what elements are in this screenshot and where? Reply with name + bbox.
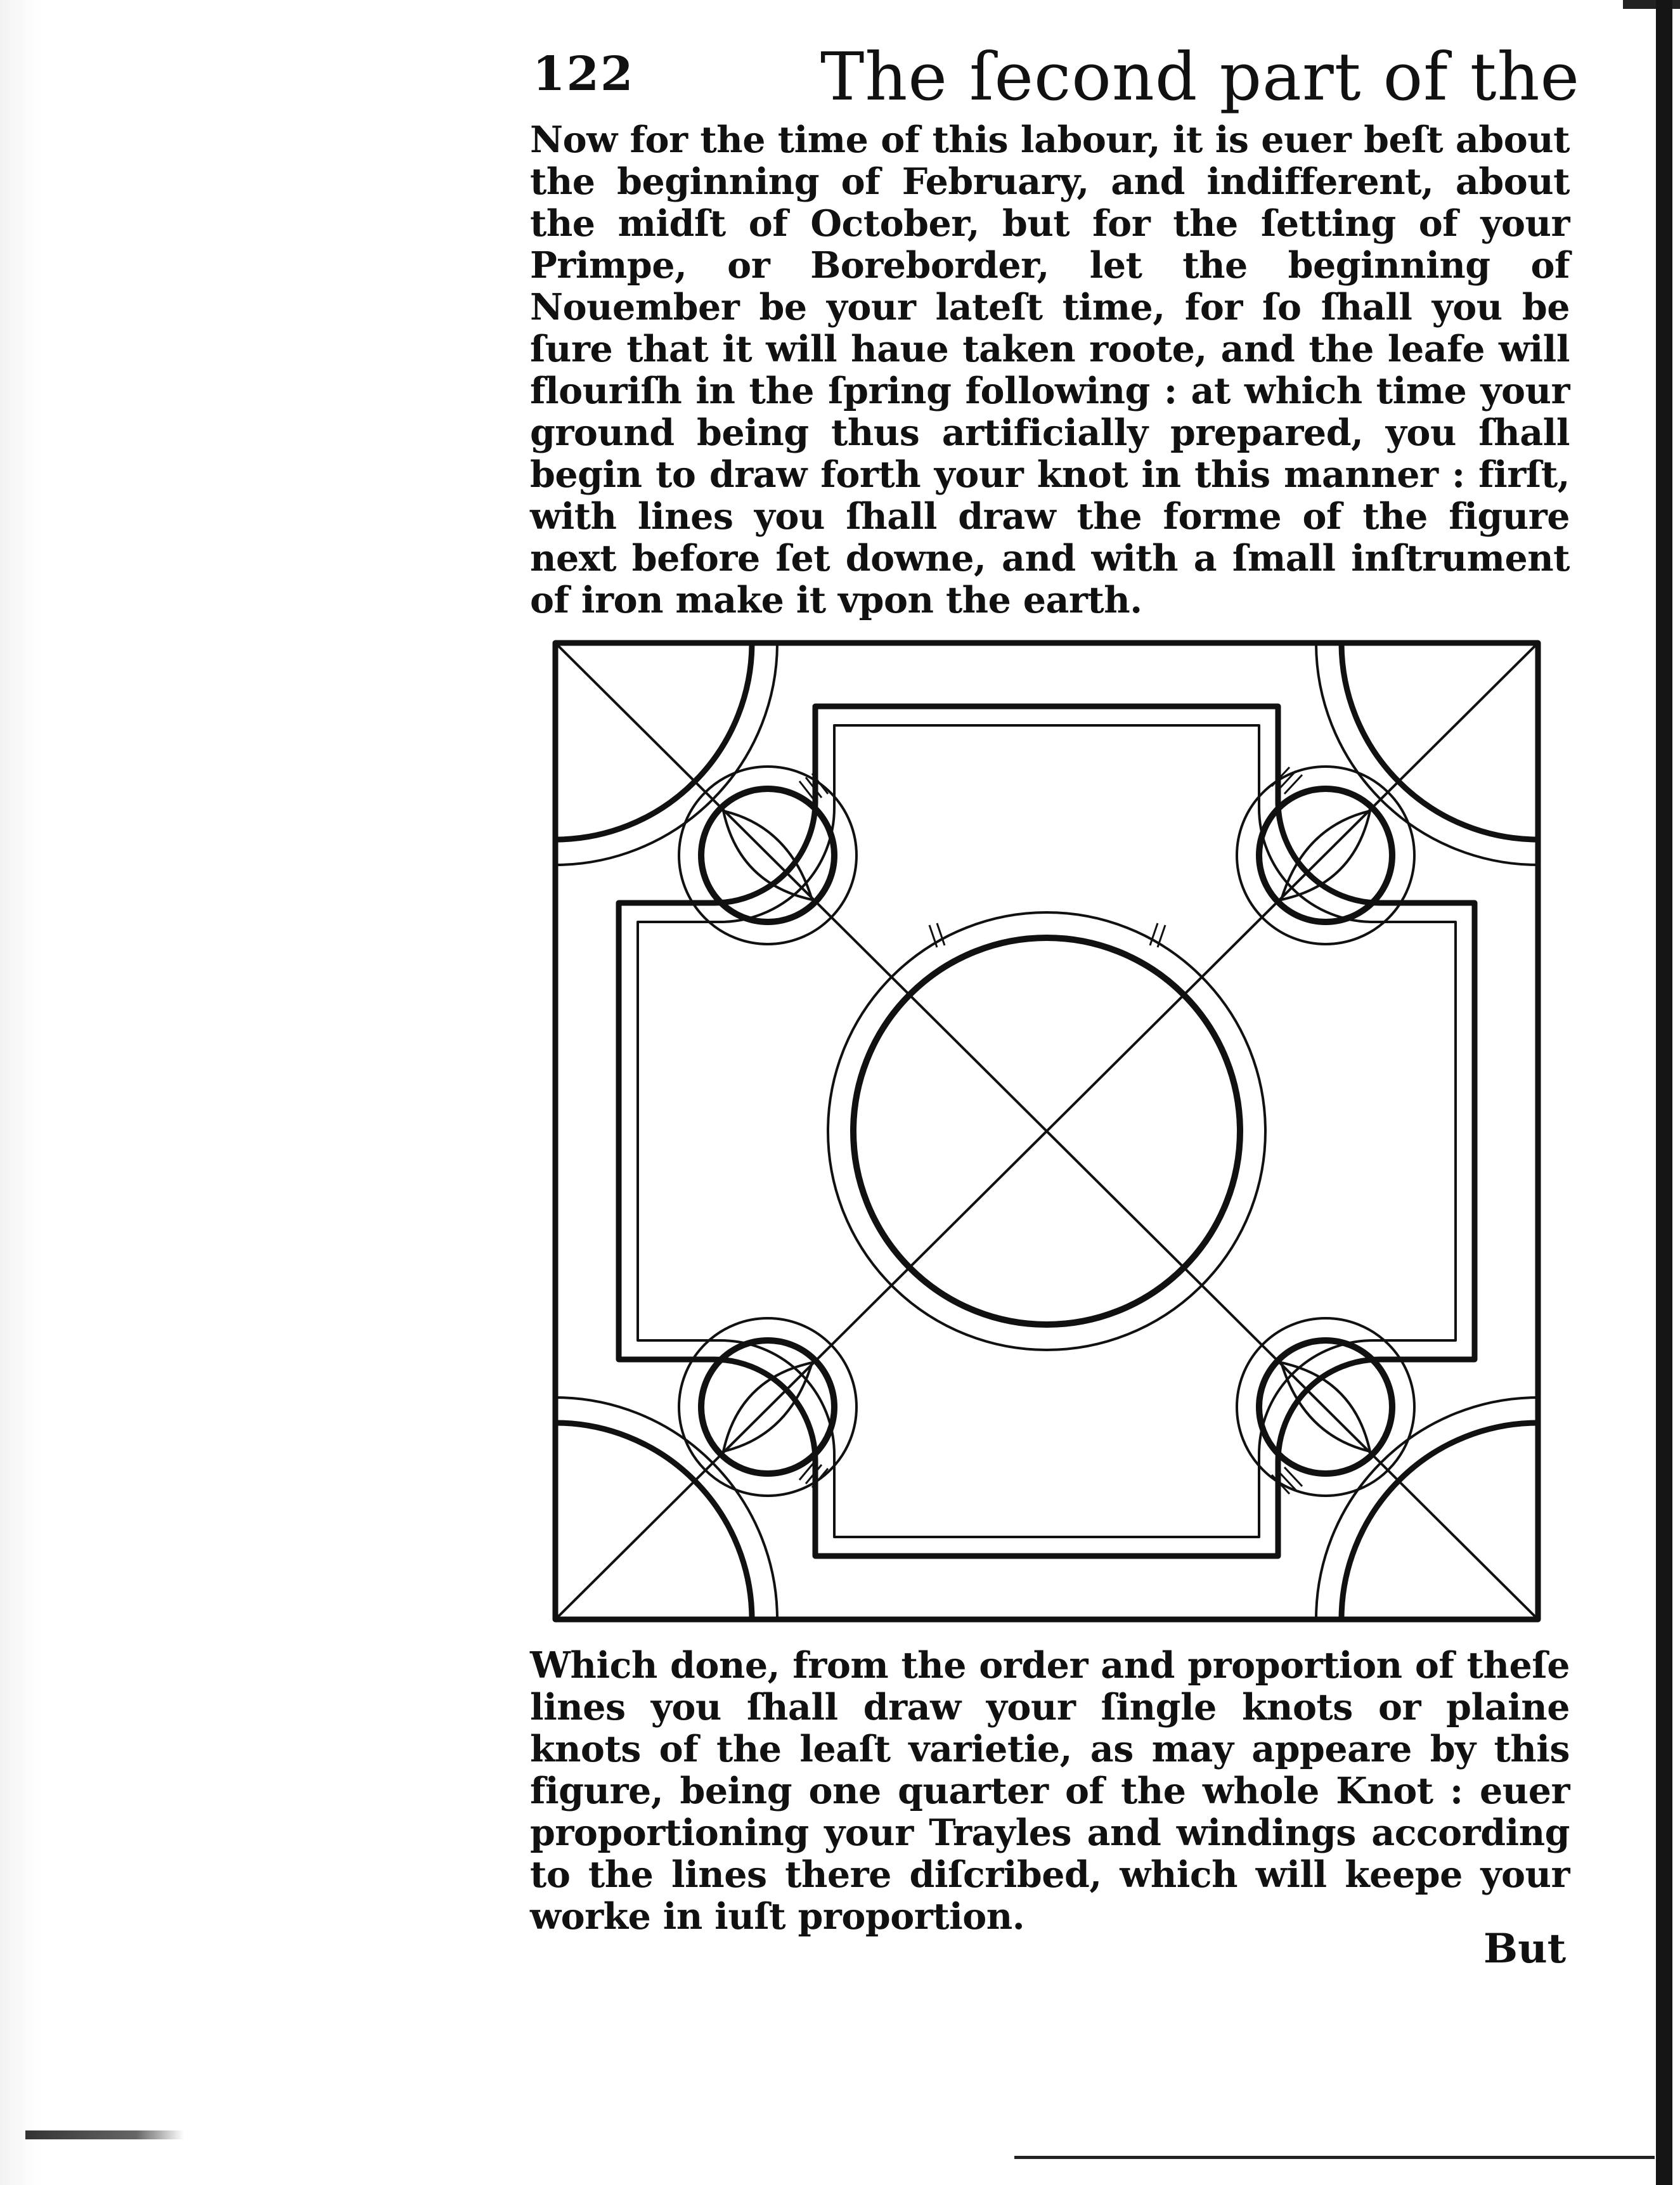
catchword: But [1483,1925,1567,1973]
paragraph-1: Now for the time of this labour, it is euer beſt about the beginning of February, and indifferent, about the midſt of October, but for the ſetting of your Primpe, or Boreborder, let the beginning of Nouember be your lateſt time, for ſo ſhall you be ſure that it will haue taken roote, and the leafe will flouriſh in the ſpring following : at which time your ground being thus artificially prepared, you ſhall begin to draw forth your knot in this manner : firſt, with lines you ſhall draw the forme of the figure next before ſet downe, and with a ſmall inſtrument of iron make it vpon the earth. [530,119,1570,621]
paragraph-2: Which done, from the order and proportion of theſe lines you ſhall draw your ſingle knots or plaine knots of the leaſt varietie, as may appeare by this figure, being one quarter of the whole Knot : euer proportioning your Trayles and windings according to the lines there diſcribed, which will keepe your worke in iuſt proportion. [530,1644,1570,1938]
scan-edge-left [0,0,38,2185]
running-head: The ſecond part of the [820,38,1580,115]
bottom-rule [1014,2156,1655,2159]
knot-figure [549,637,1544,1626]
scan-mark-bottom-left [25,2130,184,2139]
knot-diagram [549,637,1544,1626]
scan-edge-right [1656,0,1672,2185]
page-number: 122 [533,47,635,101]
page-header [533,38,1661,114]
